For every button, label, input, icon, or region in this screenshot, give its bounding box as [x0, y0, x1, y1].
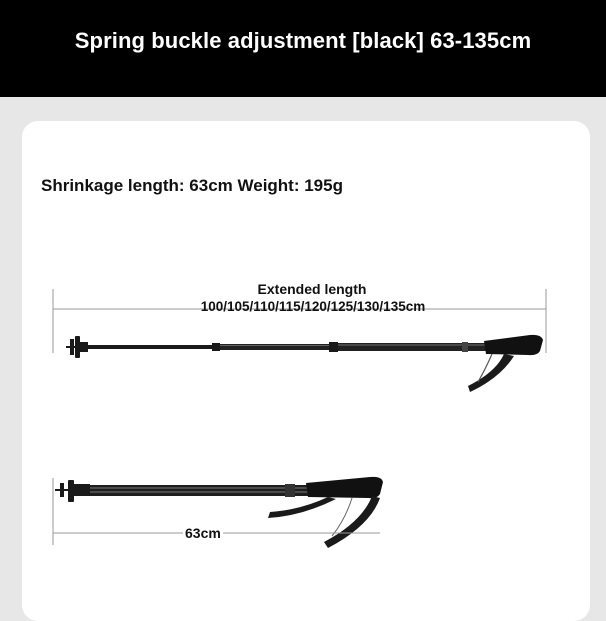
extended-length-values: 100/105/110/115/120/125/130/135cm: [200, 299, 426, 314]
shrunk-length-label: 63cm: [185, 525, 221, 541]
product-title: Spring buckle adjustment [black] 63-135cm: [74, 28, 532, 53]
extended-trekking-pole: [66, 335, 543, 392]
extended-length-title: Extended length: [257, 281, 367, 297]
spec-text: Shrinkage length: 63cm Weight: 195g: [41, 176, 343, 195]
